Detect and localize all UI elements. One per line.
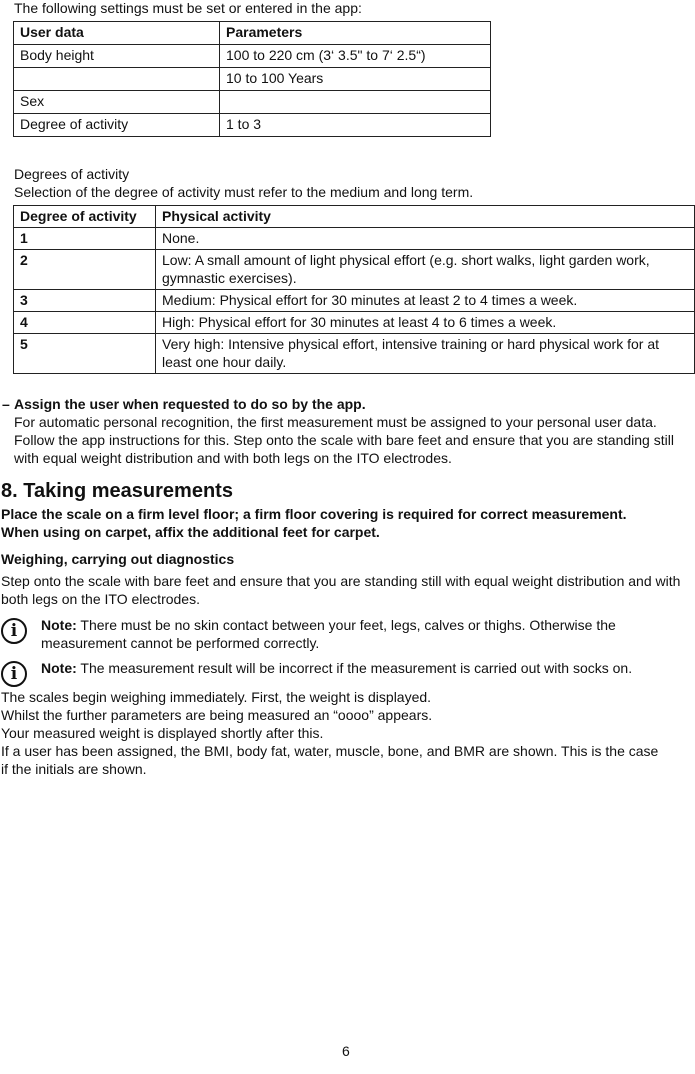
activity-table xyxy=(13,205,695,374)
table-header-cell: User data xyxy=(14,22,220,45)
table-cell: None. xyxy=(156,228,695,250)
table-cell: Degree of activity xyxy=(14,114,220,137)
table-row xyxy=(14,68,491,91)
result-text xyxy=(1,688,691,778)
page-number: 6 xyxy=(342,1043,350,1059)
table-row xyxy=(14,114,491,137)
note-skin-contact xyxy=(1,616,691,652)
table-cell: Medium: Physical effort for 30 minutes at least 2 to 4 times a week. xyxy=(156,290,695,312)
table-cell: 1 xyxy=(14,228,156,250)
table-row xyxy=(14,290,695,312)
table-header-row xyxy=(14,206,695,228)
table-cell xyxy=(14,68,220,91)
table-row xyxy=(14,228,695,250)
result-line: Your measured weight is displayed shortly after this. xyxy=(1,725,324,741)
floor-instruction-line: When using on carpet, affix the additional feet for carpet. xyxy=(1,524,380,540)
activity-heading: Degrees of activity xyxy=(14,166,130,182)
note-label: Note: xyxy=(41,617,77,633)
table-header-cell: Degree of activity xyxy=(14,206,156,228)
note-socks xyxy=(1,659,691,684)
note-text: The measurement result will be incorrect if the measurement is carried out with socks on. xyxy=(76,660,633,676)
table-cell: 4 xyxy=(14,312,156,334)
weighing-subheading: Weighing, carrying out diagnostics xyxy=(1,551,235,567)
assign-user-item xyxy=(2,395,690,467)
section-heading: 8. Taking measurements xyxy=(1,480,233,502)
note-label: Note: xyxy=(41,660,77,676)
table-cell: High: Physical effort for 30 minutes at least 4 to 6 times a week. xyxy=(156,312,695,334)
floor-instruction-line: Place the scale on a firm level floor; a firm floor covering is required for correct measurement. xyxy=(1,506,627,522)
table-cell xyxy=(220,91,491,114)
settings-table xyxy=(13,21,491,137)
result-line: If a user has been assigned, the BMI, body fat, water, muscle, bone, and BMR are shown. This is the case if the initials are shown. xyxy=(1,743,659,777)
table-cell: Body height xyxy=(14,45,220,68)
activity-subheading: Selection of the degree of activity must refer to the medium and long term. xyxy=(14,184,474,200)
table-cell: Sex xyxy=(14,91,220,114)
assign-user-title: Assign the user when requested to do so by the app. xyxy=(14,396,366,412)
list-dash: – xyxy=(2,396,10,412)
table-cell: Low: A small amount of light physical effort (e.g. short walks, light garden work, gymnastic exercises). xyxy=(156,250,695,290)
assign-user-text: For automatic personal recognition, the first measurement must be assigned to your personal user data. Follow the app instructions for this. Step onto the scale with bare feet and ensure that you are standing still with equal weight distribution and with both legs on the ITO electrodes. xyxy=(14,414,674,466)
table-cell: 1 to 3 xyxy=(220,114,491,137)
table-header-cell: Parameters xyxy=(220,22,491,45)
table-row xyxy=(14,250,695,290)
result-line: Whilst the further parameters are being measured an “oooo” appears. xyxy=(1,707,433,723)
weighing-paragraph: Step onto the scale with bare feet and ensure that you are standing still with equal weight distribution and with both legs on the ITO electrodes. xyxy=(1,573,681,607)
info-icon: i xyxy=(1,618,27,644)
table-cell: 2 xyxy=(14,250,156,290)
table-cell: 5 xyxy=(14,334,156,374)
table-row xyxy=(14,45,491,68)
table-cell: 10 to 100 Years xyxy=(220,68,491,91)
table-cell: 3 xyxy=(14,290,156,312)
result-line: The scales begin weighing immediately. First, the weight is displayed. xyxy=(1,689,432,705)
table-cell: 100 to 220 cm (3‘ 3.5" to 7‘ 2.5“) xyxy=(220,45,491,68)
table-row xyxy=(14,312,695,334)
table-header-row xyxy=(14,22,491,45)
floor-instructions xyxy=(1,505,627,541)
table-row xyxy=(14,91,491,114)
intro-text: The following settings must be set or entered in the app: xyxy=(14,0,362,16)
info-icon: i xyxy=(1,661,27,687)
table-row xyxy=(14,334,695,374)
note-text: There must be no skin contact between your feet, legs, calves or thighs. Otherwise the measurement cannot be performed correctly. xyxy=(41,617,616,651)
table-header-cell: Physical activity xyxy=(156,206,695,228)
table-cell: Very high: Intensive physical effort, intensive training or hard physical work for at least one hour daily. xyxy=(156,334,695,374)
